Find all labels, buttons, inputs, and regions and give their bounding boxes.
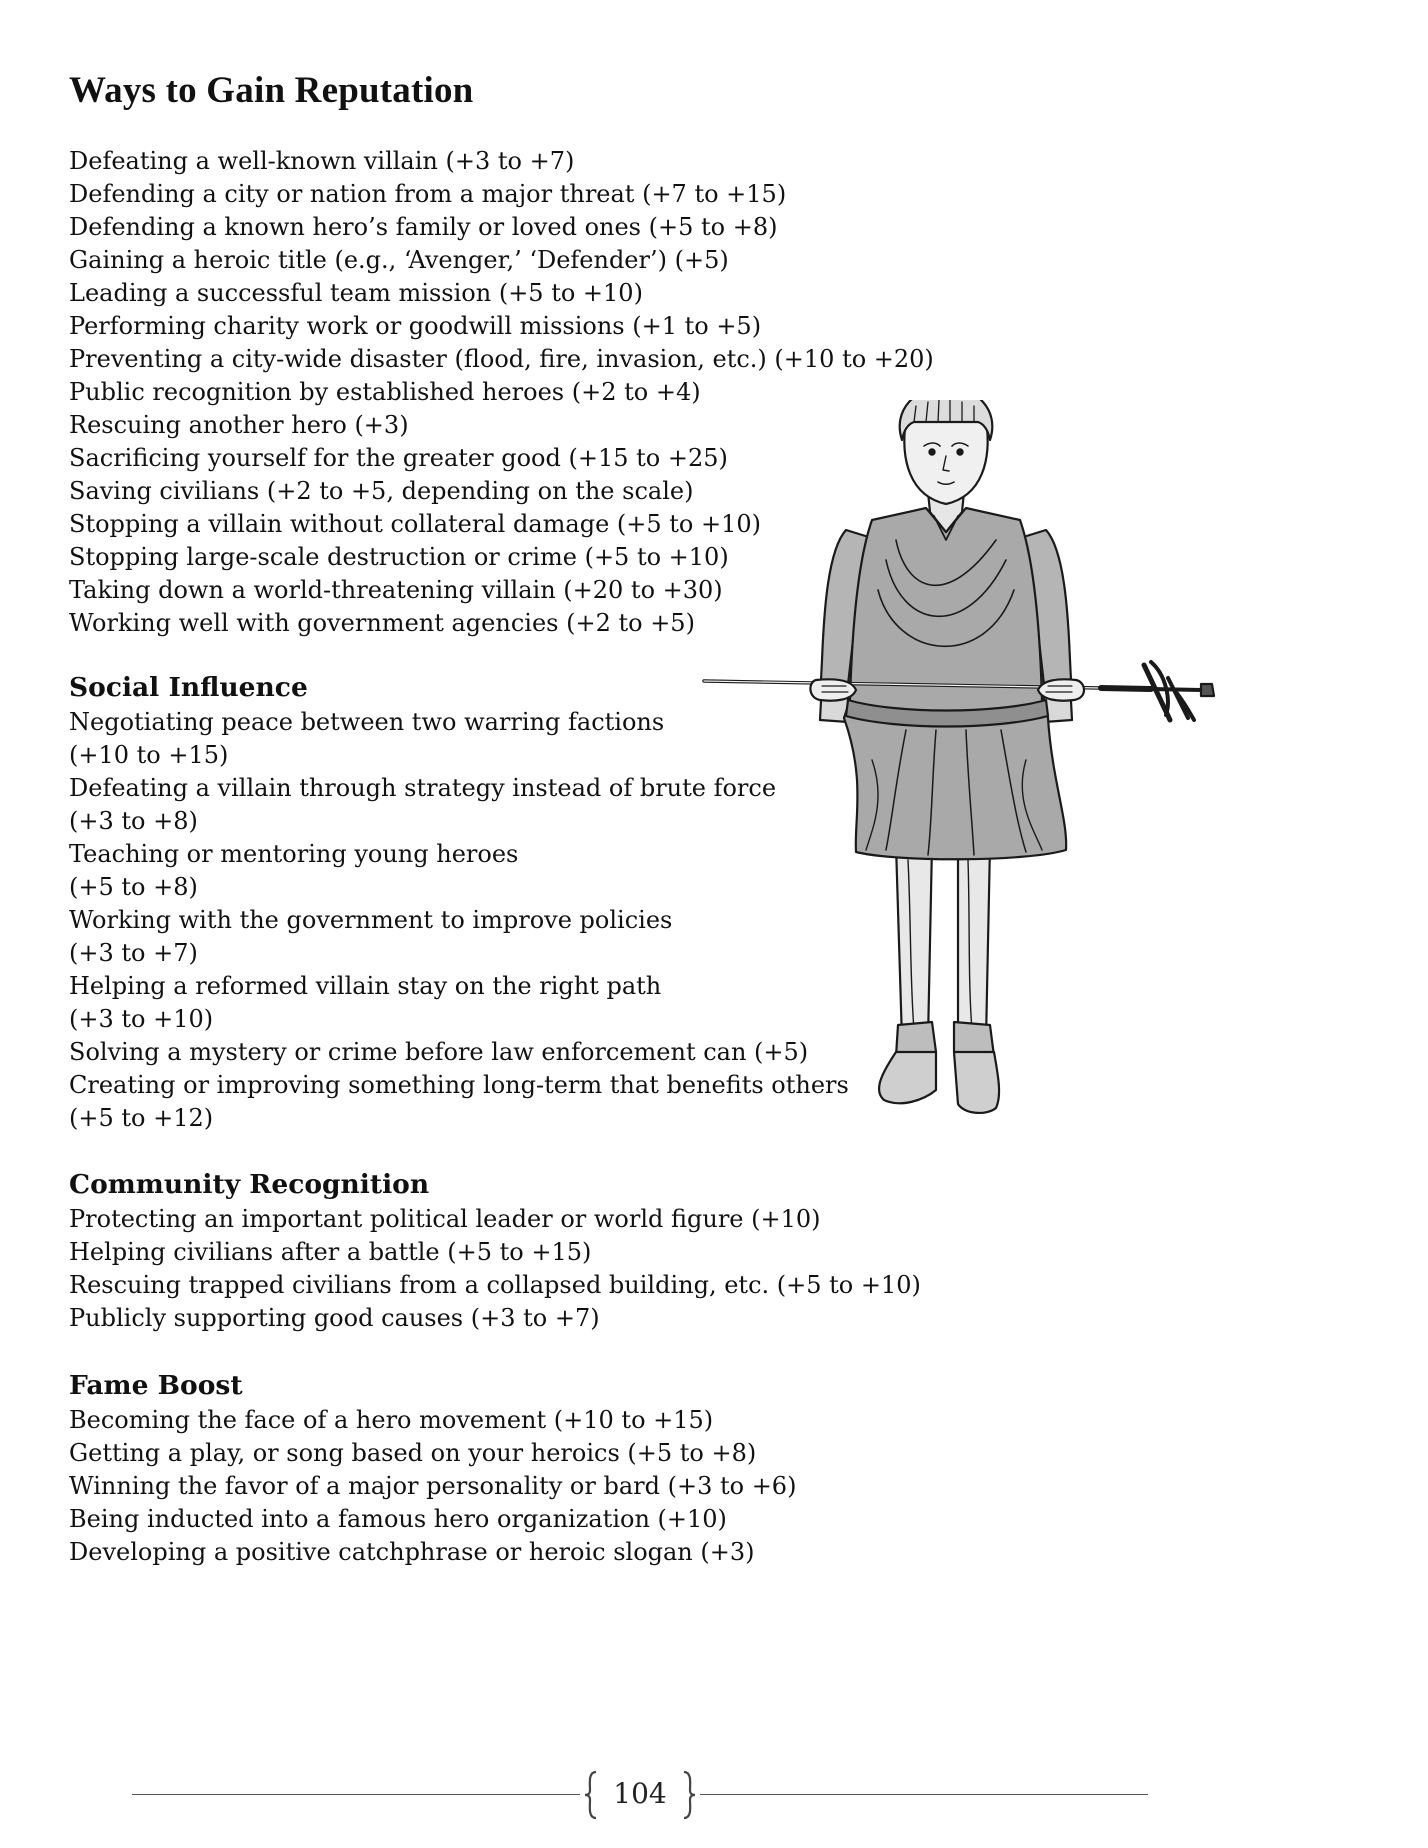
list-item: Winning the favor of a major personality or bard (+3 to +6) <box>69 1472 797 1500</box>
list-item: Rescuing another hero (+3) <box>69 411 409 439</box>
list-item: Leading a successful team mission (+5 to +10) <box>69 279 643 307</box>
list-item-value: (+3 to +7) <box>69 939 198 967</box>
list-item: Defending a city or nation from a major threat (+7 to +15) <box>69 180 787 208</box>
list-item: Defending a known hero’s family or loved ones (+5 to +8) <box>69 213 778 241</box>
list-item-value: (+5 to +12) <box>69 1104 214 1132</box>
list-item: Working well with government agencies (+2 to +5) <box>69 609 695 637</box>
footer-rule-left <box>132 1794 580 1795</box>
list-item: Becoming the face of a hero movement (+10 to +15) <box>69 1406 714 1434</box>
list-item: Teaching or mentoring young heroes <box>69 840 519 868</box>
list-item: Preventing a city-wide disaster (flood, fire, invasion, etc.) (+10 to +20) <box>69 345 934 373</box>
list-item: Performing charity work or goodwill missions (+1 to +5) <box>69 312 762 340</box>
list-item: Saving civilians (+2 to +5, depending on the scale) <box>69 477 694 505</box>
footer-rule-right <box>700 1794 1148 1795</box>
list-item: Stopping a villain without collateral damage (+5 to +10) <box>69 510 762 538</box>
list-item: Developing a positive catchphrase or heroic slogan (+3) <box>69 1538 755 1566</box>
page-number: 104 <box>613 1777 667 1810</box>
section-heading-fame-boost: Fame Boost <box>69 1370 243 1401</box>
list-item-value: (+3 to +10) <box>69 1005 214 1033</box>
list-item: Publicly supporting good causes (+3 to +7) <box>69 1304 600 1332</box>
list-item: Gaining a heroic title (e.g., ‘Avenger,’ ‘Defender’) (+5) <box>69 246 729 274</box>
list-item: Helping civilians after a battle (+5 to +15) <box>69 1238 592 1266</box>
list-item: Negotiating peace between two warring factions <box>69 708 665 736</box>
right-brace-icon <box>682 1770 696 1820</box>
tunic-figure-with-sword-illustration <box>696 400 1216 1120</box>
community-recognition-section <box>69 1167 969 1335</box>
list-item: Defeating a well-known villain (+3 to +7) <box>69 147 575 175</box>
list-item: Defeating a villain through strategy instead of brute force <box>69 774 777 802</box>
page-number-box <box>580 1770 700 1820</box>
list-item: Solving a mystery or crime before law enforcement can (+5) <box>69 1038 809 1066</box>
list-item: Creating or improving something long-term that benefits others <box>69 1071 849 1099</box>
list-item: Stopping large-scale destruction or crime (+5 to +10) <box>69 543 729 571</box>
page-title: Ways to Gain Reputation <box>69 70 474 111</box>
list-item: Rescuing trapped civilians from a collapsed building, etc. (+5 to +10) <box>69 1271 921 1299</box>
list-item: Getting a play, or song based on your heroics (+5 to +8) <box>69 1439 757 1467</box>
list-item: Sacrificing yourself for the greater good (+15 to +25) <box>69 444 728 472</box>
fame-boost-section <box>69 1368 969 1569</box>
list-item-value: (+5 to +8) <box>69 873 198 901</box>
list-item: Protecting an important political leader or world figure (+10) <box>69 1205 821 1233</box>
list-item: Helping a reformed villain stay on the right path <box>69 972 662 1000</box>
list-item-value: (+10 to +15) <box>69 741 229 769</box>
list-item: Taking down a world-threatening villain (+20 to +30) <box>69 576 723 604</box>
list-item: Public recognition by established heroes (+2 to +4) <box>69 378 701 406</box>
list-item-value: (+3 to +8) <box>69 807 198 835</box>
list-item: Working with the government to improve policies <box>69 906 673 934</box>
section-heading-social-influence: Social Influence <box>69 672 308 703</box>
section-heading-community-recognition: Community Recognition <box>69 1169 430 1200</box>
list-item: Being inducted into a famous hero organization (+10) <box>69 1505 727 1533</box>
